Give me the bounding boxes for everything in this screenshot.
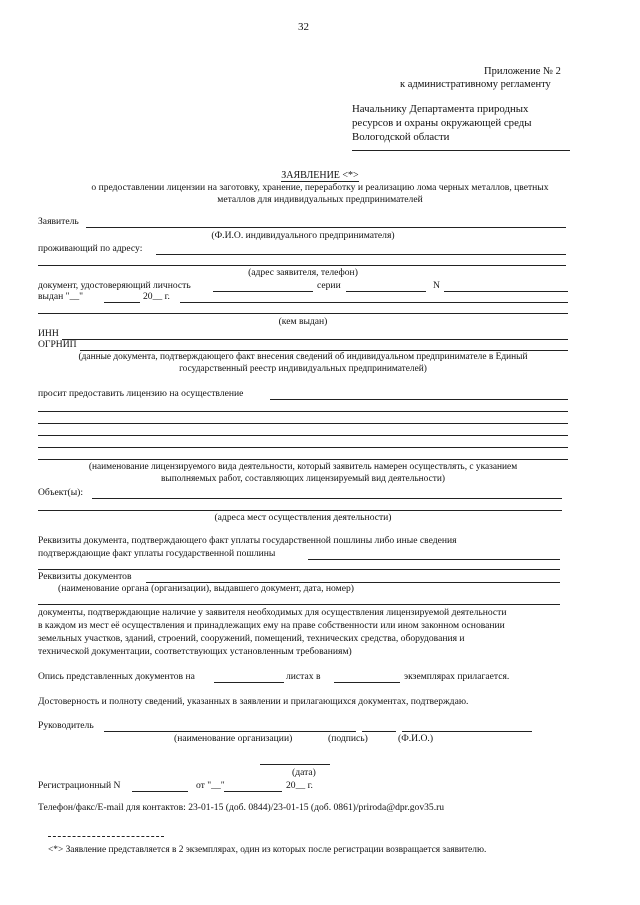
addressee-underline xyxy=(352,150,570,151)
inn-field[interactable] xyxy=(62,339,568,340)
series-label: серии xyxy=(317,280,341,291)
confirm-text: Достоверность и полноту сведений, указанных в заявлении и прилагающихся документах, подтверждаю. xyxy=(38,696,469,707)
activity-hint-2: выполняемых работ, составляющих лицензируемый вид деятельности) xyxy=(160,474,446,484)
objects-field-2[interactable] xyxy=(38,510,562,511)
docs-desc-4: технической документации, соответствующих установленным требованиям) xyxy=(38,646,352,657)
signature-hint: (подпись) xyxy=(328,733,368,744)
ogrnip-hint-2: государственный реестр индивидуальных предпринимателей) xyxy=(179,364,427,374)
fee-field-1[interactable] xyxy=(308,559,560,560)
docs-desc-2: в каждом из мест её осуществления и принадлежащих ему на праве собственности или ином законном основании xyxy=(38,620,505,631)
issued-by-field-1[interactable] xyxy=(180,302,568,303)
address-field-1[interactable] xyxy=(156,254,566,255)
form-subtitle-line-1: о предоставлении лицензии на заготовку, хранение, переработку и реализацию лома черных металлов, цветных xyxy=(91,182,549,193)
applicant-hint: (Ф.И.О. индивидуального предпринимателя) xyxy=(211,230,395,241)
address-field-2[interactable] xyxy=(38,265,566,266)
activity-field-3[interactable] xyxy=(38,423,568,424)
docs-hint: (наименование органа (организации), выдавшего документ, дата, номер) xyxy=(58,583,354,594)
activity-field-5[interactable] xyxy=(38,447,568,448)
activity-field-4[interactable] xyxy=(38,435,568,436)
series-field[interactable] xyxy=(346,291,426,292)
docs-label: Реквизиты документов xyxy=(38,571,132,582)
inventory-copies-field[interactable] xyxy=(334,682,400,683)
docs-desc-3: земельных участков, зданий, строений, сооружений, помещений, технических средства, оборудования и xyxy=(38,633,465,644)
ogrnip-label: ОГРНИП xyxy=(38,339,77,350)
activity-field-6[interactable] xyxy=(38,459,568,460)
activity-field-2[interactable] xyxy=(38,411,568,412)
reg-from-label: от "__" xyxy=(196,780,225,791)
form-title xyxy=(0,171,640,181)
inventory-text-a: Опись представленных документов на xyxy=(38,671,195,682)
annex-title: Приложение № 2 xyxy=(484,66,561,77)
footnote-text: <*> Заявление представляется в 2 экземплярах, один из которых после регистрации возвращается заявителю. xyxy=(48,845,487,855)
date-hint: (дата) xyxy=(292,767,316,778)
address-hint: (адрес заявителя, телефон) xyxy=(248,267,358,278)
form-subtitle-line-2: металлов для индивидуальных предпринимателей xyxy=(217,194,423,205)
inventory-sheets-field[interactable] xyxy=(214,682,284,683)
objects-hint: (адреса мест осуществления деятельности) xyxy=(214,512,392,523)
request-label: просит предоставить лицензию на осуществление xyxy=(38,388,244,399)
signature-field[interactable] xyxy=(362,731,396,732)
docs-field-2[interactable] xyxy=(38,604,560,605)
org-hint: (наименование организации) xyxy=(174,733,293,744)
activity-hint-1: (наименование лицензируемого вида деятельности, который заявитель намерен осуществлять, с указанием xyxy=(88,462,518,472)
annex-subtitle: к административному регламенту xyxy=(400,79,551,90)
reg-number-field[interactable] xyxy=(132,791,188,792)
reg-label: Регистрационный N xyxy=(38,780,121,791)
address-label: проживающий по адресу: xyxy=(38,243,143,254)
inventory-text-b: листах в xyxy=(286,671,321,682)
page-number: 32 xyxy=(298,21,309,33)
form-title-text: ЗАЯВЛЕНИЕ <*> xyxy=(281,170,359,181)
fee-field-2[interactable] xyxy=(38,569,560,570)
number-field[interactable] xyxy=(444,291,568,292)
number-label: N xyxy=(433,280,440,291)
activity-field-1[interactable] xyxy=(270,399,568,400)
id-doc-label: документ, удостоверяющий личность xyxy=(38,280,191,291)
footnote-separator xyxy=(48,836,164,837)
ogrnip-field[interactable] xyxy=(80,350,568,351)
fee-text-2: подтверждающие факт уплаты государственной пошлины xyxy=(38,548,276,559)
docs-desc-1: документы, подтверждающие наличие у заявителя необходимых для осуществления лицензируемой деятельности xyxy=(38,607,507,618)
applicant-label: Заявитель xyxy=(38,216,79,227)
reg-month-field[interactable] xyxy=(224,791,282,792)
issued-by-field-2[interactable] xyxy=(38,313,568,314)
org-field[interactable] xyxy=(104,731,356,732)
inventory-text-c: экземплярах прилагается. xyxy=(404,671,510,682)
objects-label: Объект(ы): xyxy=(38,487,84,498)
head-label: Руководитель xyxy=(38,720,94,731)
issued-month-field[interactable] xyxy=(104,302,140,303)
inn-label: ИНН xyxy=(38,328,59,339)
id-doc-field[interactable] xyxy=(213,291,313,292)
reg-year-label: 20__ г. xyxy=(286,780,313,791)
date-field[interactable] xyxy=(260,764,330,765)
fee-text-1: Реквизиты документа, подтверждающего факт уплаты государственной пошлины либо иные сведения xyxy=(38,535,457,546)
issued-label: выдан "__" xyxy=(38,291,84,302)
objects-field-1[interactable] xyxy=(92,498,562,499)
contacts-text: Телефон/факс/E-mail для контактов: 23-01-15 (доб. 0844)/23-01-15 (доб. 0861)/priroda@dpr.gov35.ru xyxy=(38,802,445,813)
fio-field[interactable] xyxy=(402,731,532,732)
addressee-line-3: Вологодской области xyxy=(352,131,450,143)
applicant-field[interactable] xyxy=(86,227,566,228)
addressee-line-2: ресурсов и охраны окружающей среды xyxy=(352,117,532,129)
issued-by-hint: (кем выдан) xyxy=(278,316,328,327)
issued-year-label: 20__ г. xyxy=(143,291,170,302)
ogrnip-hint-1: (данные документа, подтверждающего факт внесения сведений об индивидуальном предпринимателе в Единый xyxy=(78,352,528,362)
fio-hint: (Ф.И.О.) xyxy=(398,733,434,744)
addressee-line-1: Начальнику Департамента природных xyxy=(352,103,529,115)
